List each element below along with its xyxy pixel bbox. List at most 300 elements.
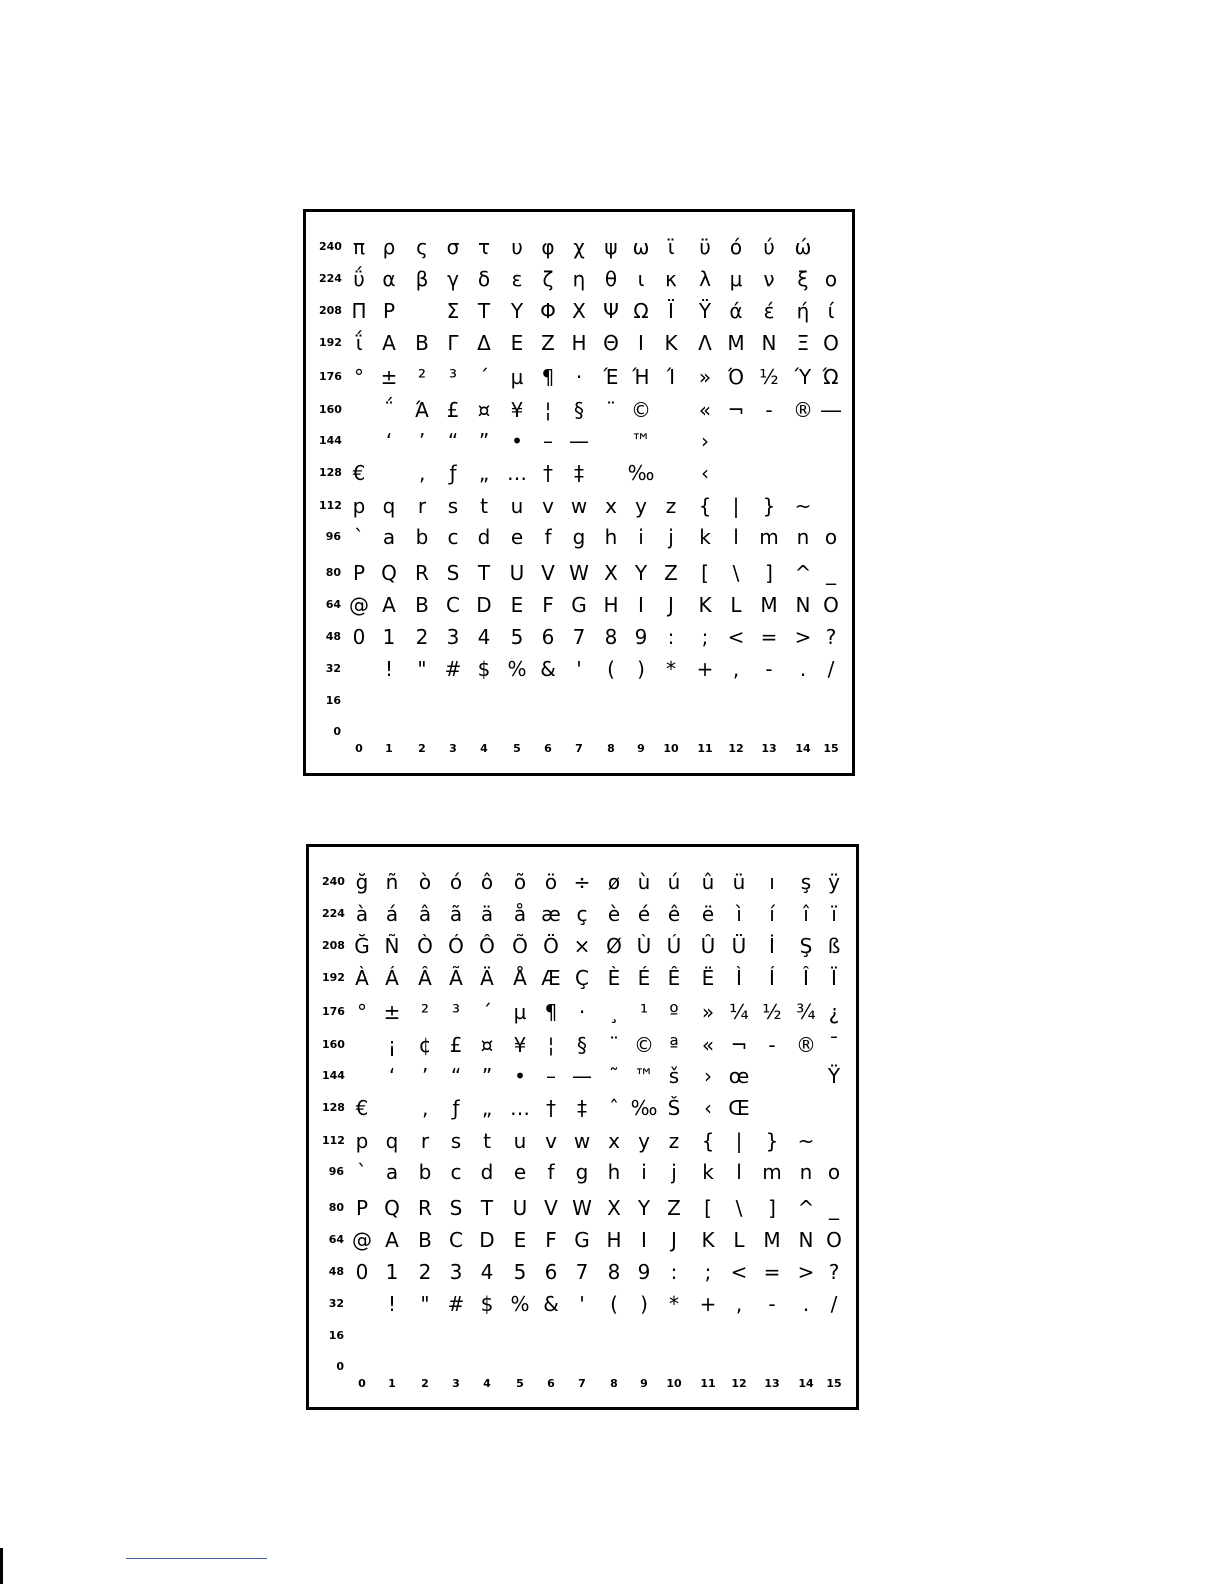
glyph-cell: °	[357, 1000, 367, 1024]
glyph-cell: |	[735, 1129, 743, 1153]
glyph-cell: %	[510, 1292, 530, 1316]
glyph-cell: ‡	[577, 1096, 587, 1120]
glyph-cell: —	[572, 1064, 592, 1088]
glyph-cell: Έ	[603, 365, 619, 389]
glyph-cell: š	[668, 1064, 680, 1088]
glyph-cell: ί	[827, 299, 835, 323]
glyph-cell: ¨	[606, 398, 616, 422]
glyph-cell: I	[641, 1228, 647, 1252]
glyph-cell: /	[830, 1292, 838, 1316]
glyph-cell: ¶	[544, 1000, 558, 1024]
column-label: 10	[663, 742, 679, 755]
glyph-cell: Ί	[666, 365, 676, 389]
glyph-cell: ή	[796, 299, 810, 323]
glyph-cell: Ñ	[384, 934, 400, 958]
column-label: 6	[547, 1377, 555, 1390]
glyph-cell: ÿ	[828, 870, 840, 894]
glyph-cell: ¾	[796, 1000, 816, 1024]
glyph-cell: Χ	[572, 299, 586, 323]
glyph-cell: ρ	[382, 235, 396, 259]
glyph-cell: ü	[732, 870, 746, 894]
glyph-cell: ~	[797, 1129, 815, 1153]
glyph-cell: %	[507, 657, 527, 681]
glyph-cell: Z	[667, 1196, 681, 1220]
column-label: 9	[637, 742, 645, 755]
glyph-cell: Ϊ	[668, 299, 674, 323]
row-label: 144	[319, 434, 342, 447]
glyph-cell: θ	[604, 267, 618, 291]
glyph-cell: s	[450, 1129, 462, 1153]
glyph-cell: ³	[451, 1000, 461, 1024]
glyph-cell: Α	[382, 331, 396, 355]
glyph-cell: r	[420, 1129, 430, 1153]
glyph-cell: Υ	[510, 299, 524, 323]
glyph-cell: ‰	[627, 461, 655, 485]
glyph-cell: ‚	[418, 461, 426, 485]
glyph-cell: Φ	[540, 299, 556, 323]
glyph-cell: Ι	[638, 331, 644, 355]
glyph-cell: ]	[765, 561, 773, 585]
glyph-cell: “	[450, 1064, 462, 1088]
glyph-cell: ”	[478, 429, 490, 453]
row-label: 0	[333, 725, 341, 738]
glyph-cell: ό	[729, 235, 743, 259]
glyph-cell: X	[607, 1196, 621, 1220]
glyph-cell: ?	[828, 1260, 840, 1284]
glyph-cell: ,	[735, 1292, 743, 1316]
row-label: 80	[325, 566, 341, 579]
glyph-cell: ¼	[729, 1000, 749, 1024]
glyph-cell: h	[607, 1160, 621, 1184]
glyph-cell: ˜	[609, 1064, 619, 1088]
glyph-cell: ›	[704, 1064, 712, 1088]
glyph-cell: ‚	[421, 1096, 429, 1120]
glyph-cell: j	[668, 525, 674, 549]
glyph-cell: Ú	[666, 934, 682, 958]
glyph-cell: +	[696, 657, 714, 681]
glyph-cell: É	[637, 966, 651, 990]
glyph-cell: g	[575, 1160, 589, 1184]
glyph-cell: Ν	[761, 331, 777, 355]
column-label: 12	[731, 1377, 747, 1390]
glyph-cell: +	[699, 1292, 717, 1316]
glyph-cell: ½	[759, 365, 779, 389]
glyph-cell: Ο	[823, 331, 839, 355]
glyph-cell: x	[608, 1129, 620, 1153]
glyph-cell: –	[543, 429, 553, 453]
glyph-cell: ν	[763, 267, 775, 291]
glyph-cell: V	[541, 561, 555, 585]
glyph-cell: Y	[637, 1196, 651, 1220]
glyph-cell: ¿	[828, 1000, 840, 1024]
glyph-cell: 1	[385, 1260, 399, 1284]
glyph-cell: Y	[634, 561, 648, 585]
glyph-cell: }	[762, 494, 776, 518]
glyph-cell: ó	[449, 870, 463, 894]
glyph-cell: Ø	[606, 934, 622, 958]
glyph-cell: ï	[831, 902, 837, 926]
glyph-cell: ğ	[355, 870, 369, 894]
glyph-cell: W	[569, 561, 589, 585]
glyph-cell: O	[823, 593, 839, 617]
glyph-cell: >	[797, 1260, 815, 1284]
glyph-cell: <	[730, 1260, 748, 1284]
glyph-cell: =	[763, 1260, 781, 1284]
glyph-cell: t	[480, 494, 488, 518]
glyph-cell: x	[605, 494, 617, 518]
glyph-cell: í	[769, 902, 775, 926]
glyph-cell: ½	[762, 1000, 782, 1024]
glyph-cell: [	[704, 1196, 712, 1220]
footnote-separator	[126, 1558, 267, 1559]
row-label: 240	[322, 875, 345, 888]
glyph-cell: y	[638, 1129, 650, 1153]
glyph-cell: o	[824, 525, 838, 549]
glyph-cell: £	[446, 398, 460, 422]
glyph-cell: }	[765, 1129, 779, 1153]
glyph-cell: )	[637, 657, 645, 681]
glyph-cell: Λ	[698, 331, 712, 355]
glyph-cell: ›	[701, 429, 709, 453]
glyph-cell: *	[669, 1292, 679, 1316]
glyph-cell: ƒ	[452, 1096, 460, 1120]
glyph-cell: t	[483, 1129, 491, 1153]
glyph-cell: f	[544, 525, 552, 549]
glyph-cell: C	[446, 593, 460, 617]
glyph-cell: ²	[420, 1000, 430, 1024]
glyph-cell: Τ	[477, 299, 491, 323]
glyph-cell: ©	[631, 398, 651, 422]
glyph-cell: w	[573, 1129, 591, 1153]
glyph-cell: Γ	[447, 331, 459, 355]
glyph-cell: @	[352, 1228, 372, 1252]
glyph-cell: w	[570, 494, 588, 518]
glyph-cell: Ö	[543, 934, 559, 958]
glyph-cell: 3	[449, 1260, 463, 1284]
glyph-cell: G	[571, 593, 587, 617]
glyph-cell: {	[698, 494, 712, 518]
column-label: 14	[798, 1377, 814, 1390]
glyph-cell: a	[385, 1160, 399, 1184]
glyph-cell: ‡	[574, 461, 584, 485]
glyph-cell: c	[450, 1160, 462, 1184]
glyph-cell: 5	[513, 1260, 527, 1284]
glyph-cell: U	[509, 561, 525, 585]
row-label: 16	[325, 694, 341, 707]
glyph-cell: E	[513, 1228, 527, 1252]
glyph-cell: κ	[665, 267, 677, 291]
glyph-cell: -	[765, 398, 773, 422]
glyph-cell: ı	[769, 870, 775, 894]
glyph-cell: ê	[667, 902, 681, 926]
glyph-cell: k	[699, 525, 711, 549]
glyph-cell: œ	[728, 1064, 750, 1088]
glyph-cell: •	[511, 429, 523, 453]
glyph-cell: z	[668, 1129, 680, 1153]
glyph-cell: q	[385, 1129, 399, 1153]
glyph-cell: ¡	[387, 1033, 397, 1057]
glyph-cell: Ç	[575, 966, 589, 990]
glyph-cell: Í	[769, 966, 775, 990]
glyph-cell: ¸	[609, 1000, 619, 1024]
glyph-cell: Μ	[727, 331, 745, 355]
glyph-cell: M	[760, 593, 778, 617]
glyph-cell: i	[641, 1160, 647, 1184]
glyph-cell: υ	[511, 235, 523, 259]
glyph-cell: B	[418, 1228, 432, 1252]
glyph-cell: &	[543, 1292, 559, 1316]
glyph-cell: 9	[637, 1260, 651, 1284]
glyph-cell: "	[417, 657, 427, 681]
glyph-cell: ¶	[541, 365, 555, 389]
glyph-cell: µ	[513, 1000, 527, 1024]
glyph-cell: K	[698, 593, 712, 617]
column-label: 2	[418, 742, 426, 755]
glyph-cell: Ã	[449, 966, 463, 990]
glyph-cell: n	[799, 1160, 813, 1184]
glyph-cell: O	[826, 1228, 842, 1252]
glyph-cell: Z	[664, 561, 678, 585]
glyph-cell: 4	[480, 1260, 494, 1284]
row-label: 96	[328, 1165, 344, 1178]
glyph-cell: Ύ	[794, 365, 812, 389]
glyph-cell: ’	[421, 1064, 429, 1088]
glyph-cell: ε	[511, 267, 523, 291]
glyph-cell: Å	[513, 966, 527, 990]
column-label: 1	[388, 1377, 396, 1390]
glyph-cell: 3	[446, 625, 460, 649]
glyph-cell: F	[545, 1228, 557, 1252]
glyph-cell: Œ	[728, 1096, 750, 1120]
glyph-cell: ;	[704, 1260, 712, 1284]
glyph-cell: Æ	[541, 966, 561, 990]
row-label: 128	[322, 1101, 345, 1114]
glyph-cell: ά	[729, 299, 743, 323]
glyph-cell: Σ	[446, 299, 460, 323]
column-label: 7	[575, 742, 583, 755]
glyph-cell: \	[735, 1196, 743, 1220]
glyph-cell: Ô	[479, 934, 495, 958]
glyph-cell: 4	[477, 625, 491, 649]
glyph-cell: Ï	[831, 966, 837, 990]
glyph-cell: Š	[667, 1096, 681, 1120]
glyph-cell: /	[827, 657, 835, 681]
glyph-cell: β	[415, 267, 429, 291]
glyph-cell: "	[420, 1292, 430, 1316]
glyph-cell: Δ	[477, 331, 491, 355]
glyph-cell: ®	[793, 398, 813, 422]
column-label: 11	[697, 742, 713, 755]
glyph-cell: º	[669, 1000, 679, 1024]
glyph-cell: !	[387, 1292, 397, 1316]
glyph-cell: Κ	[664, 331, 678, 355]
column-label: 7	[578, 1377, 586, 1390]
glyph-cell: °	[354, 365, 364, 389]
glyph-cell: m	[759, 525, 779, 549]
glyph-cell: £	[449, 1033, 463, 1057]
glyph-cell: _	[826, 561, 836, 585]
glyph-cell: ϊ	[667, 235, 675, 259]
glyph-cell: N	[795, 593, 811, 617]
glyph-cell: e	[510, 525, 524, 549]
glyph-cell: T	[477, 561, 491, 585]
glyph-cell: L	[733, 1228, 745, 1252]
glyph-cell: à	[355, 902, 369, 926]
glyph-cell: .	[802, 1292, 810, 1316]
glyph-cell: ―	[821, 398, 841, 422]
glyph-cell: z	[665, 494, 677, 518]
glyph-cell: ¬	[730, 1033, 748, 1057]
glyph-cell: Î	[803, 966, 809, 990]
glyph-cell: ×	[573, 934, 591, 958]
glyph-cell: Ü	[731, 934, 747, 958]
glyph-cell: H	[606, 1228, 622, 1252]
glyph-cell: ”	[481, 1064, 493, 1088]
column-label: 12	[728, 742, 744, 755]
glyph-cell: 0	[355, 1260, 369, 1284]
glyph-cell: u	[510, 494, 524, 518]
glyph-cell: ο	[824, 267, 838, 291]
glyph-cell: ώ	[794, 235, 812, 259]
row-label: 208	[319, 304, 342, 317]
glyph-cell: Â	[418, 966, 432, 990]
glyph-cell: 1	[382, 625, 396, 649]
glyph-cell: ã	[449, 902, 463, 926]
glyph-cell: #	[447, 1292, 465, 1316]
column-label: 0	[358, 1377, 366, 1390]
glyph-cell: „	[478, 461, 490, 485]
glyph-cell: -	[765, 657, 773, 681]
glyph-cell: Θ	[603, 331, 619, 355]
glyph-cell: X	[604, 561, 618, 585]
glyph-cell: ~	[794, 494, 812, 518]
glyph-cell: ]	[768, 1196, 776, 1220]
glyph-cell: =	[760, 625, 778, 649]
glyph-cell: —	[569, 429, 589, 453]
glyph-cell: è	[607, 902, 621, 926]
glyph-cell: A	[385, 1228, 399, 1252]
glyph-cell: Á	[385, 966, 399, 990]
glyph-cell: P	[352, 561, 366, 585]
column-label: 0	[355, 742, 363, 755]
glyph-cell: ψ	[604, 235, 618, 259]
glyph-cell: Η	[571, 331, 587, 355]
column-label: 2	[421, 1377, 429, 1390]
glyph-cell: â	[418, 902, 432, 926]
glyph-cell: (	[610, 1292, 618, 1316]
glyph-cell: d	[477, 525, 491, 549]
glyph-cell: l	[733, 525, 739, 549]
glyph-cell: T	[480, 1196, 494, 1220]
column-label: 4	[480, 742, 488, 755]
row-label: 96	[325, 530, 341, 543]
glyph-cell: k	[702, 1160, 714, 1184]
glyph-cell: «	[701, 1033, 715, 1057]
character-table-2	[306, 844, 859, 1410]
glyph-cell: 8	[607, 1260, 621, 1284]
glyph-cell: 9	[634, 625, 648, 649]
glyph-cell: {	[701, 1129, 715, 1153]
glyph-cell: W	[572, 1196, 592, 1220]
glyph-cell: ¯	[829, 1033, 839, 1057]
glyph-cell: H	[603, 593, 619, 617]
glyph-cell: έ	[763, 299, 775, 323]
glyph-cell: é	[637, 902, 651, 926]
glyph-cell: :	[667, 625, 675, 649]
glyph-cell: γ	[447, 267, 459, 291]
column-label: 8	[607, 742, 615, 755]
glyph-cell: ç	[576, 902, 588, 926]
row-label: 176	[319, 370, 342, 383]
glyph-cell: ä	[480, 902, 494, 926]
glyph-cell: <	[727, 625, 745, 649]
glyph-cell: ΐ	[355, 331, 363, 355]
glyph-cell: δ	[477, 267, 491, 291]
glyph-cell: ?	[825, 625, 837, 649]
row-label: 160	[322, 1038, 345, 1051]
glyph-cell: ^	[794, 561, 812, 585]
glyph-cell: #	[444, 657, 462, 681]
glyph-cell: _	[829, 1196, 839, 1220]
row-label: 64	[325, 598, 341, 611]
glyph-cell: v	[542, 494, 554, 518]
glyph-cell: N	[798, 1228, 814, 1252]
glyph-cell: å	[513, 902, 527, 926]
column-label: 5	[516, 1377, 524, 1390]
column-label: 1	[385, 742, 393, 755]
glyph-cell: @	[349, 593, 369, 617]
column-label: 3	[449, 742, 457, 755]
glyph-cell: c	[447, 525, 459, 549]
glyph-cell: ΰ	[353, 267, 365, 291]
glyph-cell: χ	[573, 235, 585, 259]
row-label: 48	[325, 630, 341, 643]
glyph-cell: ‘	[385, 429, 393, 453]
glyph-cell: ò	[418, 870, 432, 894]
glyph-cell: ω	[632, 235, 650, 259]
glyph-cell: B	[415, 593, 429, 617]
glyph-cell: Ή	[632, 365, 650, 389]
glyph-cell: ş	[800, 870, 812, 894]
glyph-cell: L	[730, 593, 742, 617]
glyph-cell: ¬	[727, 398, 745, 422]
glyph-cell: λ	[699, 267, 711, 291]
column-label: 13	[764, 1377, 780, 1390]
glyph-cell: ·	[578, 1000, 586, 1024]
glyph-cell: D	[476, 593, 492, 617]
row-label: 80	[328, 1201, 344, 1214]
glyph-cell: Û	[700, 934, 716, 958]
glyph-cell: Ä	[480, 966, 494, 990]
glyph-cell: Q	[381, 561, 397, 585]
glyph-cell: ·	[575, 365, 583, 389]
glyph-cell: V	[544, 1196, 558, 1220]
glyph-cell: -	[768, 1033, 776, 1057]
glyph-cell: ñ	[385, 870, 399, 894]
glyph-cell: μ	[729, 267, 743, 291]
glyph-cell: ²	[417, 365, 427, 389]
glyph-cell: 2	[415, 625, 429, 649]
glyph-cell: π	[352, 235, 366, 259]
glyph-cell: l	[736, 1160, 742, 1184]
glyph-cell: æ	[541, 902, 561, 926]
glyph-cell: Ş	[799, 934, 813, 958]
glyph-cell: ³	[448, 365, 458, 389]
glyph-cell: p	[352, 494, 366, 518]
row-label: 48	[328, 1265, 344, 1278]
glyph-cell: ö	[544, 870, 558, 894]
glyph-cell: u	[513, 1129, 527, 1153]
